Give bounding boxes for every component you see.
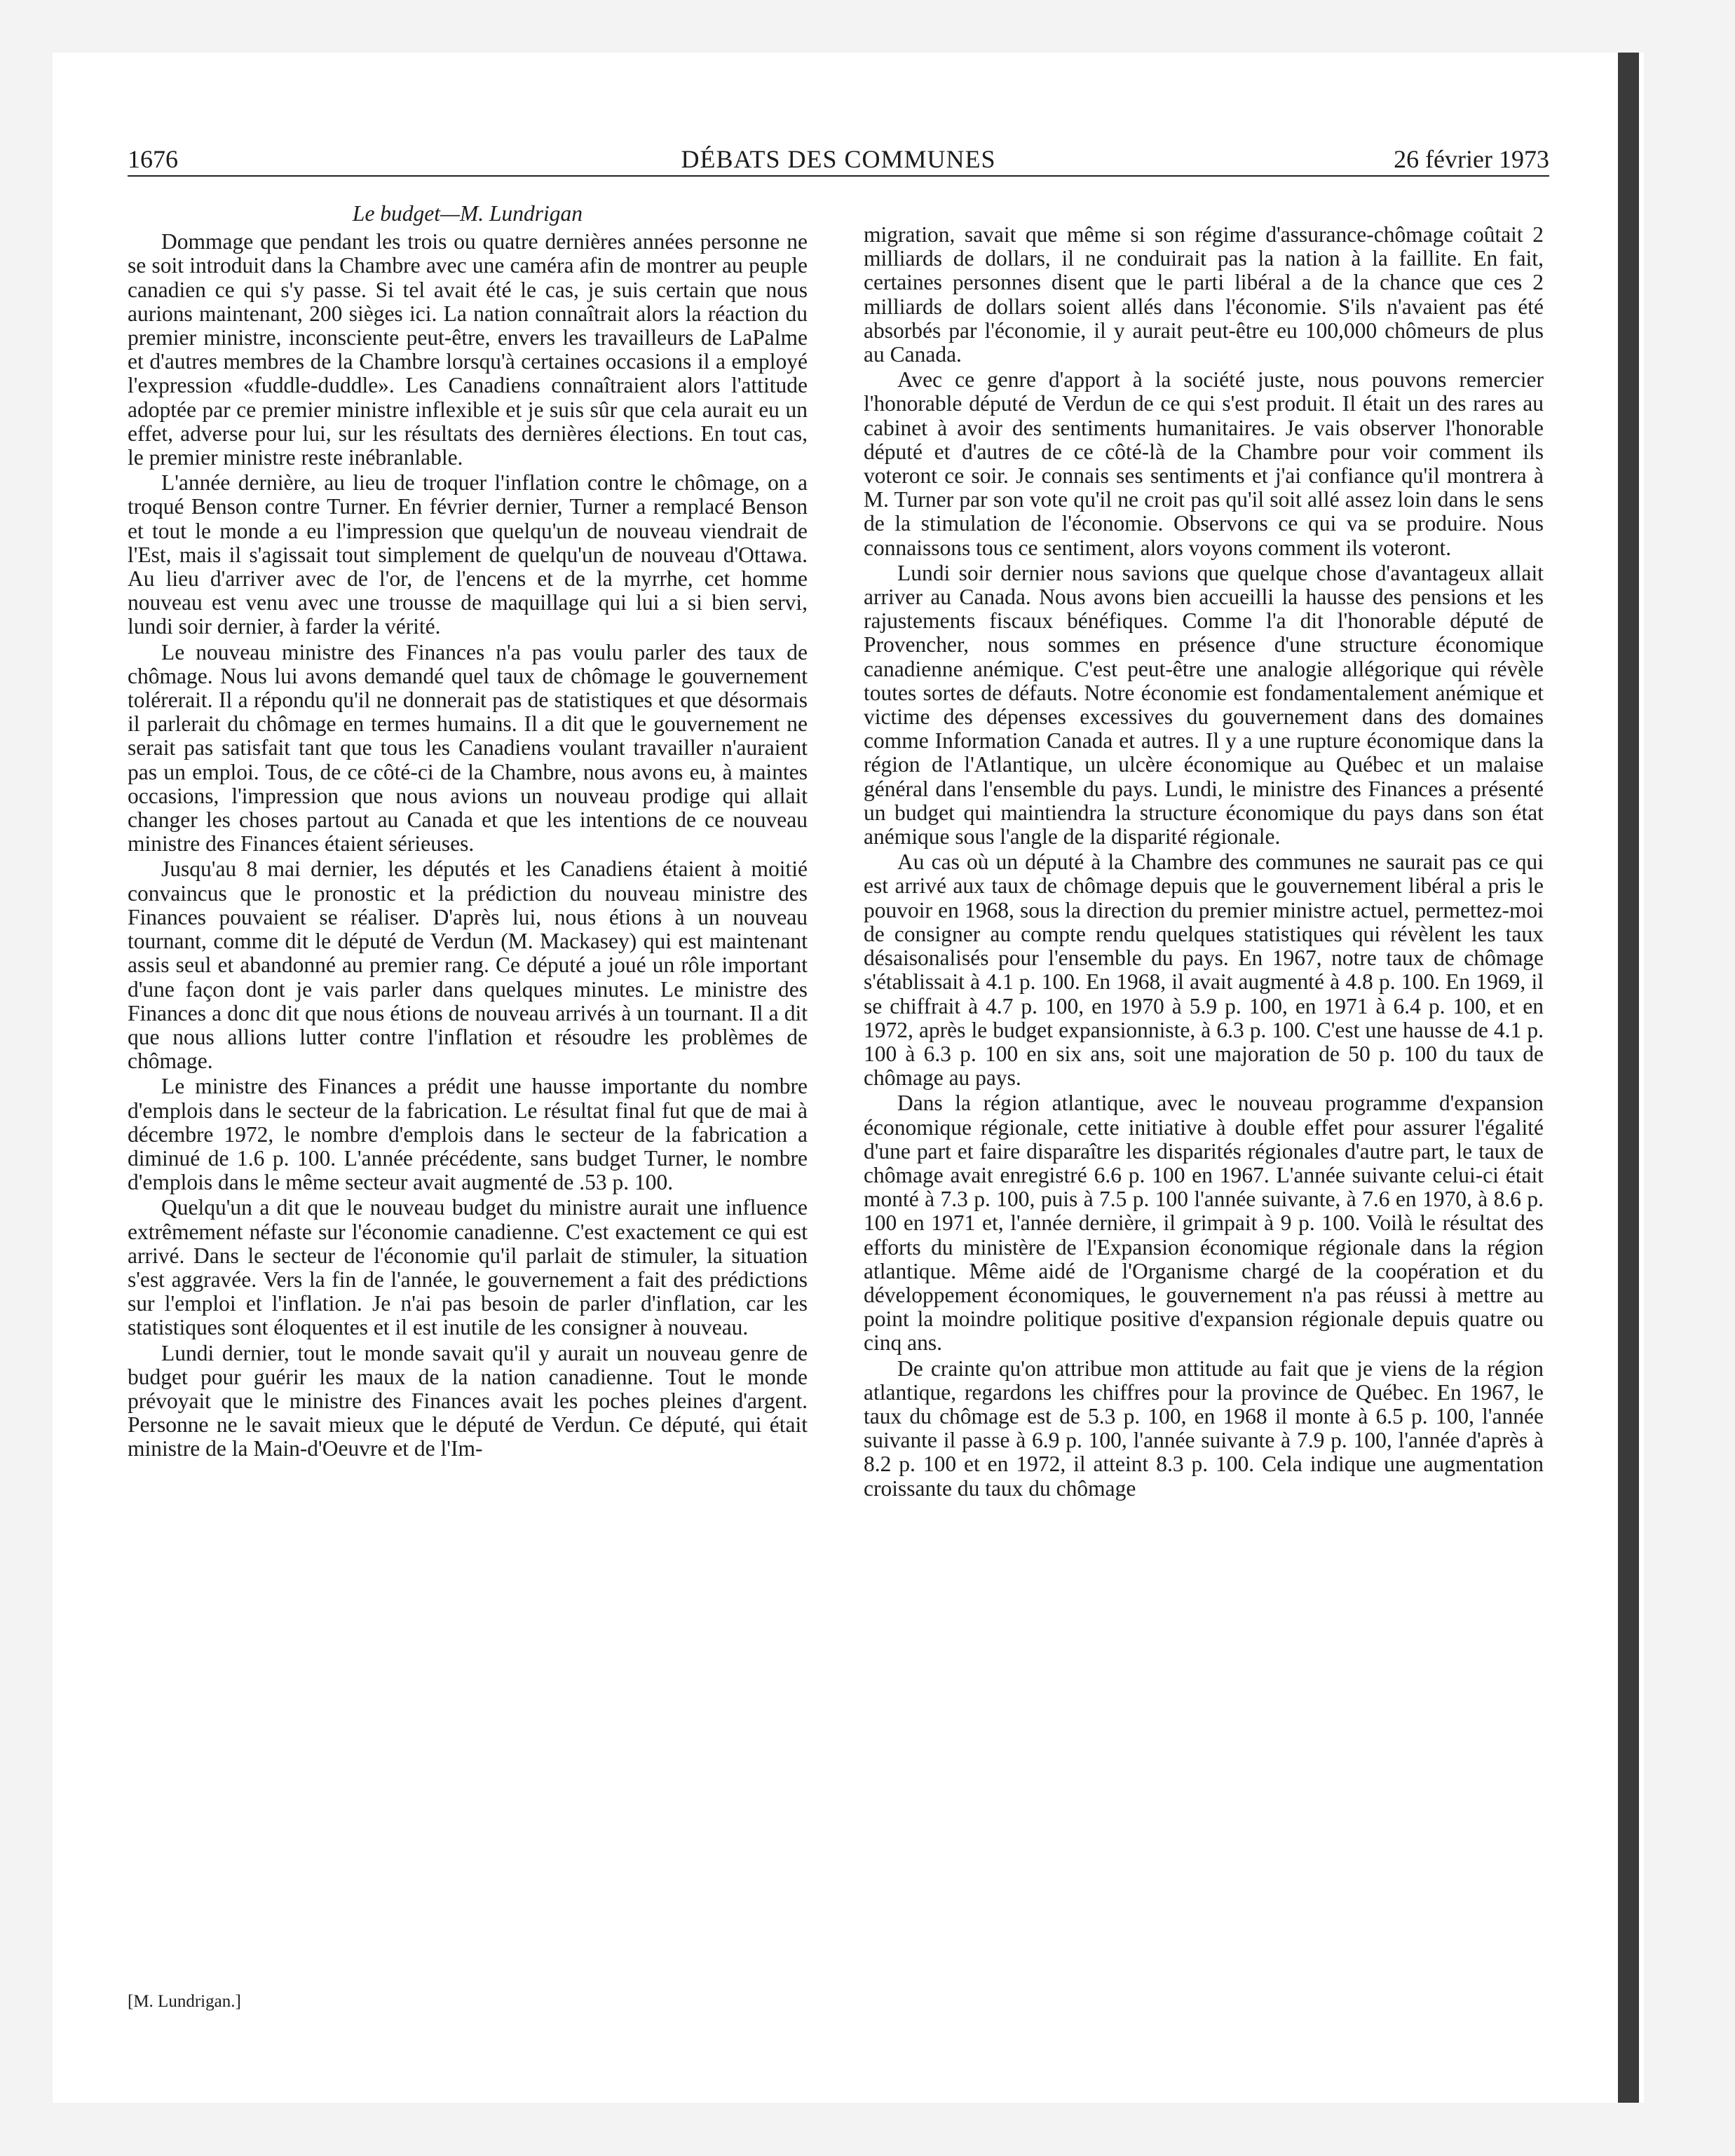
scan-edge-bar bbox=[1618, 53, 1639, 2103]
paragraph: Jusqu'au 8 mai dernier, les députés et les Canadiens étaient à moitié convaincus que le pronostic et la prédiction du nouveau ministre des Finances pouvaient se réaliser. D'après lui, nous étions à un nouveau tournant, comme dit le député de Verdun (M. Mackasey) qui est maintenant assis seul et abandonné au premier rang. Ce député a joué un rôle important d'une façon dont je vais parler dans quelques minutes. Le ministre des Finances a donc dit que nous étions de nouveau arrivés à un tournant. Il a dit que nous allions lutter contre l'inflation et résoudre les problèmes de chômage. bbox=[128, 857, 808, 1074]
right-column bbox=[864, 223, 1544, 1996]
paragraph: Avec ce genre d'apport à la société juste, nous pouvons remercier l'honorable député de Verdun de ce qui s'est produit. Il était un des rares au cabinet à avoir des sentiments humanitaires. Je vais observer l'honorable député et d'autres de ce côté-là de la Chambre pour voir comment ils voteront ce soir. Je connais ses sentiments et j'ai confiance qu'il montrera à M. Turner par son vote qu'il ne croit pas qu'il soit allé assez loin dans le sens de la stimulation de l'économie. Observons ce qui va se produire. Nous connaissons tous ce sentiment, alors voyons comment ils voteront. bbox=[864, 367, 1544, 560]
paragraph: Lundi soir dernier nous savions que quelque chose d'avantageux allait arriver au Canada. Nous avons bien accueilli la hausse des pensions et les rajustements fiscaux bénéfiques. Comme l'a dit l'honorable député de Provencher, nous sommes en présence d'une structure économique canadienne anémique. C'est peut-être une analogie allégorique qui révèle toutes sortes de défauts. Notre économie est fondamentalement anémique et victime des dépenses excessives du gouvernement dans des domaines comme Information Canada et autres. Il y a une rupture économique dans la région de l'Atlantique, un ulcère économique au Québec et un malaise général dans l'ensemble du pays. Lundi, le ministre des Finances a présenté un budget qui maintiendra la structure économique du pays dans son état anémique sous l'angle de la disparité régionale. bbox=[864, 560, 1544, 850]
paragraph: Le nouveau ministre des Finances n'a pas voulu parler des taux de chômage. Nous lui avons demandé quel taux de chômage le gouvernement tolérerait. Il a répondu qu'il ne donnerait pas de statistiques et que désormais il parlerait du chômage en termes humains. Il a dit que le gouvernement ne serait pas satisfait tant que tous les Canadiens voulant travailler n'auraient pas un emploi. Tous, de ce côté-ci de la Chambre, nous avons eu, à maintes occasions, l'impression que nous avions un nouveau prodige qui allait changer les choses partout au Canada et que les intentions de ce nouveau ministre des Finances étaient sérieuses. bbox=[128, 639, 808, 857]
paragraph: L'année dernière, au lieu de troquer l'inflation contre le chômage, on a troqué Benson contre Turner. En février dernier, Turner a remplacé Benson et tout le monde a eu l'impression que quelqu'un de nouveau viendrait de l'Est, mais il s'agissait tout simplement de quelqu'un de nouveau d'Ottawa. Au lieu d'arriver avec de l'or, de l'encens et de la myrrhe, cet homme nouveau est venu avec une trousse de maquillage qui lui a si bien servi, lundi soir dernier, à farder la vérité. bbox=[128, 470, 808, 639]
running-head: Le budget—M. Lundrigan bbox=[352, 201, 583, 226]
paragraph: Lundi dernier, tout le monde savait qu'il y aurait un nouveau genre de budget pour guérir les maux de la nation canadienne. Tout le monde prévoyait que le ministre des Finances avait les poches pleines d'argent. Personne ne le savait mieux que le député de Verdun. Ce député, qui était ministre de la Main-d'Oeuvre et de l'Im- bbox=[128, 1340, 808, 1461]
speaker-tag: [M. Lundrigan.] bbox=[128, 1992, 241, 2011]
paragraph: De crainte qu'on attribue mon attitude au fait que je viens de la région atlantique, regardons les chiffres pour la province de Québec. En 1967, le taux du chômage est de 5.3 p. 100, en 1968 il monte à 6.5 p. 100, l'année suivante il passe à 6.9 p. 100, l'année suivante à 7.9 p. 100, l'année d'après à 8.2 p. 100 et en 1972, il atteint 8.3 p. 100. Cela indique une augmentation croissante du taux du chômage bbox=[864, 1356, 1544, 1501]
paragraph: Le ministre des Finances a prédit une hausse importante du nombre d'emplois dans le secteur de la fabrication. Le résultat final fut que de mai à décembre 1972, le nombre d'emplois dans le secteur de la fabrication a diminué de 1.6 p. 100. L'année précédente, sans budget Turner, le nombre d'emplois dans le même secteur avait augmenté de .53 p. 100. bbox=[128, 1074, 808, 1195]
paragraph: Au cas où un député à la Chambre des communes ne saurait pas ce qui est arrivé aux taux de chômage depuis que le gouvernement libéral a pris le pouvoir en 1968, sous la direction du premier ministre actuel, permettez-moi de consigner au compte rendu quelques statistiques qui révèlent les taux désaisonalisés pour l'ensemble du pays. En 1967, notre taux de chômage s'établissait à 4.1 p. 100. En 1968, il avait augmenté à 4.8 p. 100. En 1969, il se chiffrait à 4.7 p. 100, en 1970 à 5.9 p. 100, en 1971 à 6.4 p. 100, et en 1972, après le budget expansionniste, à 6.3 p. 100. C'est une hausse de 4.1 p. 100 à 6.3 p. 100 en six ans, soit une majoration de 50 p. 100 du taux de chômage au pays. bbox=[864, 850, 1544, 1091]
publication-date: 26 février 1973 bbox=[1394, 145, 1549, 173]
paragraph: migration, savait que même si son régime d'assurance-chômage coûtait 2 milliards de dollars, il ne conduirait pas la nation à la faillite. En fait, certaines personnes disent que le parti libéral a de la chance que ces 2 milliards de dollars soient allés dans l'économie. S'ils n'avaient pas été absorbés par l'économie, il y aurait peut-être eu 100,000 chômeurs de plus au Canada. bbox=[864, 222, 1544, 367]
paragraph: Dans la région atlantique, avec le nouveau programme d'expansion économique régionale, cette initiative à double effet pour assurer l'égalité d'une part et faire disparaître les disparités régionales d'autre part, le taux de chômage avait enregistré 6.6 p. 100 en 1967. L'année suivante celui-ci était monté à 7.3 p. 100, puis à 7.5 p. 100 l'année suivante, à 7.6 en 1970, à 8.6 p. 100 en 1971 et, l'année dernière, il grimpait à 9 p. 100. Voilà le résultat des efforts du ministère de l'Expansion économique régionale dans la région atlantique. Même aidé de l'Organisme chargé de la coopération et du développement économiques, le gouvernement n'a pas réussi à mettre au point la moindre politique positive d'expansion régionale depuis quatre ou cinq ans. bbox=[864, 1091, 1544, 1356]
left-column bbox=[128, 201, 808, 1996]
paragraph: Dommage que pendant les trois ou quatre dernières années personne ne se soit introduit dans la Chambre avec une caméra afin de montrer au peuple canadien ce qui s'y passe. Si tel avait été le cas, je suis certain que nous aurions maintenant, 200 sièges ici. La nation connaîtrait alors la réaction du premier ministre, inconsciente peut-être, envers les travailleurs de LaPalme et d'autres membres de la Chambre lorsqu'à certaines occasions il a employé l'expression «fuddle-duddle». Les Canadiens connaîtraient alors l'attitude adoptée par ce premier ministre inflexible et je suis sûr que cela aurait eu un effet, adverse pour lui, sur les résultats des dernières élections. En tout cas, le premier ministre reste inébranlable. bbox=[128, 229, 808, 470]
page-number: 1676 bbox=[128, 145, 178, 173]
publication-title: DÉBATS DES COMMUNES bbox=[681, 145, 996, 173]
paragraph: Quelqu'un a dit que le nouveau budget du ministre aurait une influence extrêmement néfaste sur l'économie canadienne. C'est exactement ce qui est arrivé. Dans le secteur de l'économie qu'il parlait de stimuler, la situation s'est aggravée. Vers la fin de l'année, le gouvernement a fait des prédictions sur l'emploi et l'inflation. Je n'ai pas besoin de parler d'inflation, car les statistiques sont éloquentes et il est inutile de les consigner à nouveau. bbox=[128, 1195, 808, 1340]
page-header bbox=[128, 143, 1549, 177]
